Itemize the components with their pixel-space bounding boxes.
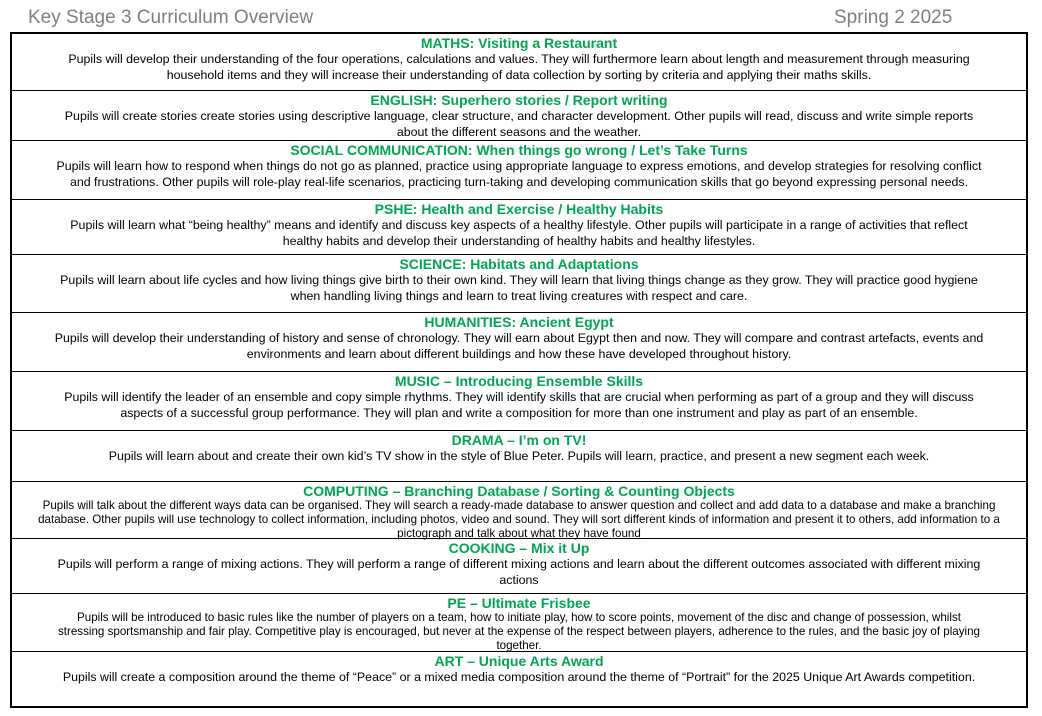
section-line: actions: [499, 573, 539, 587]
section-line: pictograph and talk about what they have found: [397, 527, 641, 540]
section-line: household items and they will increase their understanding of data collection by sorting by criteria and applying their maths skills.: [166, 68, 872, 82]
section-line: Pupils will create stories create stories using descriptive language, clear structure, and character development. Other pupils will read, discuss and write simple reports: [64, 109, 974, 123]
section-line: Pupils will create a composition around the theme of “Peace” or a mixed media composition around the theme of “Portrait” for the 2025 Unique Art Awards competition.: [62, 670, 976, 684]
section-humanities: [12, 313, 1026, 372]
section-pshe: [12, 200, 1026, 255]
section-title: COMPUTING – Branching Database / Sorting & Counting Objects: [303, 483, 735, 499]
section-line: Pupils will learn about and create their own kid’s TV show in the style of Blue Peter. Pupils will learn, practice, and present a new segment each week.: [108, 449, 930, 463]
section-title: PE – Ultimate Frisbee: [447, 595, 591, 611]
section-music: [12, 372, 1026, 431]
section-line: Pupils will be introduced to basic rules like the number of players on a team, how to initiate play, how to score points, movement of the disc and change of possession, whilst: [77, 611, 961, 624]
section-line: database. Other pupils will use technology to collect information, including photos, video and sound. They will sort different kinds of information and present it to others, add information to a: [38, 513, 1000, 526]
section-line: and frustrations. Other pupils will role-play real-life scenarios, practicing turn-taking and developing communication skills that go beyond expressing personal needs.: [69, 175, 969, 189]
curriculum-table: [10, 32, 1028, 708]
section-text: [12, 499, 1026, 541]
section-line: Pupils will learn about life cycles and how living things give birth to their own kind. They will learn that living things change as they grow. They will practice good hygiene: [60, 273, 978, 287]
section-line: aspects of a successful group performance. They will plan and write a composition for more than one instrument and play as part of an ensemble.: [120, 406, 918, 420]
section-line: when handling living things and learn to treat living creatures with respect and care.: [290, 289, 748, 303]
section-computing: [12, 482, 1026, 539]
section-science: [12, 255, 1026, 313]
section-line: together.: [496, 639, 542, 652]
section-title: PSHE: Health and Exercise / Healthy Habits: [374, 201, 664, 217]
section-title: COOKING – Mix it Up: [448, 540, 590, 556]
section-line: Pupils will talk about the different ways data can be organised. They will search a ready-made database to answer question and collect and add data to a database and make a branching: [42, 499, 996, 512]
section-text: [12, 217, 1026, 249]
section-line: Pupils will learn how to respond when things do not go as planned, practice using appropriate language to express emotions, and develop strategies for resolving conflict: [56, 159, 982, 173]
section-title: ENGLISH: Superhero stories / Report writing: [370, 92, 668, 108]
section-line: Pupils will develop their understanding of the four operations, calculations and values. They will furthermore learn about length and measurement through measuring: [68, 52, 970, 66]
section-text: [12, 272, 1026, 304]
section-pe: [12, 594, 1026, 652]
section-title: MATHS: Visiting a Restaurant: [420, 35, 618, 51]
section-text: [12, 556, 1026, 588]
section-text: [12, 158, 1026, 190]
section-line: about the different seasons and the weather.: [396, 125, 642, 139]
section-english: [12, 91, 1026, 141]
section-drama: [12, 431, 1026, 482]
section-title: SCIENCE: Habitats and Adaptations: [399, 256, 639, 272]
section-text: [12, 669, 1026, 685]
section-title: ART – Unique Arts Award: [434, 653, 604, 669]
section-maths: [12, 34, 1026, 91]
section-social-communication: [12, 141, 1026, 200]
section-line: healthy habits and develop their understanding of healthy habits and healthy lifestyles.: [282, 234, 756, 248]
section-text: [12, 448, 1026, 464]
section-line: Pupils will identify the leader of an ensemble and copy simple rhythms. They will identify skills that are crucial when performing as part of a group and they will discuss: [64, 390, 974, 404]
section-text: [12, 108, 1026, 140]
section-title: HUMANITIES: Ancient Egypt: [424, 314, 614, 330]
section-line: Pupils will develop their understanding of history and sense of chronology. They will earn about Egypt then and now. They will compare and contrast artefacts, events and: [54, 331, 984, 345]
section-title: MUSIC – Introducing Ensemble Skills: [394, 373, 644, 389]
section-text: [12, 51, 1026, 83]
section-line: stressing sportsmanship and fair play. Competitive play is encouraged, but never at the expense of the respect between players, adherence to the rules, and the basic joy of playing: [57, 625, 981, 638]
section-line: environments and learn about different buildings and how these have developed throughout history.: [246, 347, 792, 361]
section-title: SOCIAL COMMUNICATION: When things go wrong / Let’s Take Turns: [290, 142, 748, 158]
section-art: [12, 652, 1026, 706]
section-text: [12, 330, 1026, 362]
section-title: DRAMA – I’m on TV!: [451, 432, 587, 448]
section-line: Pupils will perform a range of mixing actions. They will perform a range of different mixing actions and learn about the different outcomes associated with different mixing: [57, 557, 981, 571]
page-title: Key Stage 3 Curriculum Overview: [28, 7, 314, 28]
term-label: Spring 2 2025: [834, 7, 953, 28]
section-line: Pupils will learn what “being healthy” means and identify and discuss key aspects of a healthy lifestyle. Other pupils will participate in a range of activities that reflect: [70, 218, 968, 232]
section-cooking: [12, 539, 1026, 594]
section-text: [12, 389, 1026, 421]
section-text: [12, 611, 1026, 652]
